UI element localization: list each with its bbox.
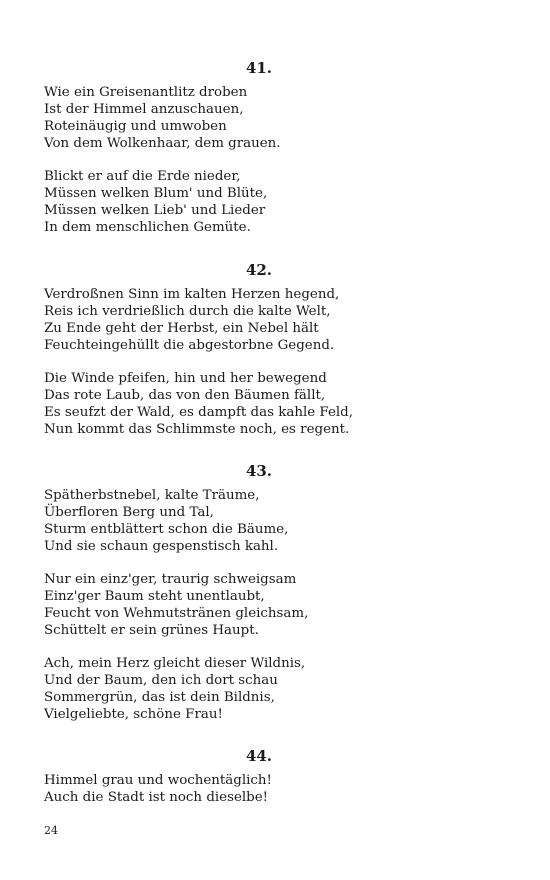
- verse-line: Feuchteingehüllt die abgestorbne Gegend.: [44, 338, 335, 353]
- verse-line: Roteinäugig und umwoben: [44, 119, 227, 134]
- verse-line: Spätherbstnebel, kalte Träume,: [44, 488, 260, 503]
- verse-line: Und sie schaun gespenstisch kahl.: [44, 539, 279, 554]
- book-page: [44, 0, 504, 880]
- verse-line: Schüttelt er sein grünes Haupt.: [44, 623, 259, 638]
- stanza: [44, 487, 504, 555]
- verse-line: Ist der Himmel anzuschauen,: [44, 102, 244, 117]
- verse-line: Überfloren Berg und Tal,: [44, 505, 214, 520]
- stanza: [44, 655, 504, 723]
- verse-line: Von dem Wolkenhaar, dem grauen.: [44, 136, 281, 151]
- poem-number: 43.: [245, 462, 273, 480]
- verse-line: Nun kommt das Schlimmste noch, es regent.: [44, 422, 350, 437]
- verse-line: Vielgeliebte, schöne Frau!: [44, 707, 223, 722]
- verse-line: Einz'ger Baum steht unentlaubt,: [44, 589, 265, 604]
- verse-line: Feucht von Wehmutstränen gleichsam,: [44, 606, 309, 621]
- verse-line: Sommergrün, das ist dein Bildnis,: [44, 690, 275, 705]
- verse-line: Müssen welken Blum' und Blüte,: [44, 186, 268, 201]
- verse-line: Himmel grau und wochentäglich!: [44, 773, 272, 788]
- page-number: 24: [44, 824, 58, 837]
- verse-line: Zu Ende geht der Herbst, ein Nebel hält: [44, 321, 319, 336]
- verse-line: Blickt er auf die Erde nieder,: [44, 169, 241, 184]
- stanza: [44, 772, 504, 806]
- verse-line: Müssen welken Lieb' und Lieder: [44, 203, 266, 218]
- verse-line: Sturm entblättert schon die Bäume,: [44, 522, 289, 537]
- poem-number: 41.: [245, 59, 273, 77]
- poem-number: 42.: [245, 261, 273, 279]
- verse-line: Das rote Laub, das von den Bäumen fällt,: [44, 388, 326, 403]
- verse-line: Und der Baum, den ich dort schau: [44, 673, 278, 688]
- stanza: [44, 84, 504, 152]
- verse-line: Ach, mein Herz gleicht dieser Wildnis,: [44, 656, 306, 671]
- verse-line: Wie ein Greisenantlitz droben: [44, 85, 248, 100]
- verse-line: Verdroßnen Sinn im kalten Herzen hegend,: [44, 287, 340, 302]
- stanza: [44, 370, 504, 438]
- stanza: [44, 168, 504, 236]
- poem-number: 44.: [245, 747, 273, 765]
- verse-line: Die Winde pfeifen, hin und her bewegend: [44, 371, 327, 386]
- stanza: [44, 286, 504, 354]
- verse-line: Nur ein einz'ger, traurig schweigsam: [44, 572, 297, 587]
- stanza: [44, 571, 504, 639]
- verse-line: Auch die Stadt ist noch dieselbe!: [44, 790, 269, 805]
- verse-line: Reis ich verdrießlich durch die kalte Welt,: [44, 304, 331, 319]
- verse-line: Es seufzt der Wald, es dampft das kahle Feld,: [44, 405, 354, 420]
- verse-line: In dem menschlichen Gemüte.: [44, 220, 251, 235]
